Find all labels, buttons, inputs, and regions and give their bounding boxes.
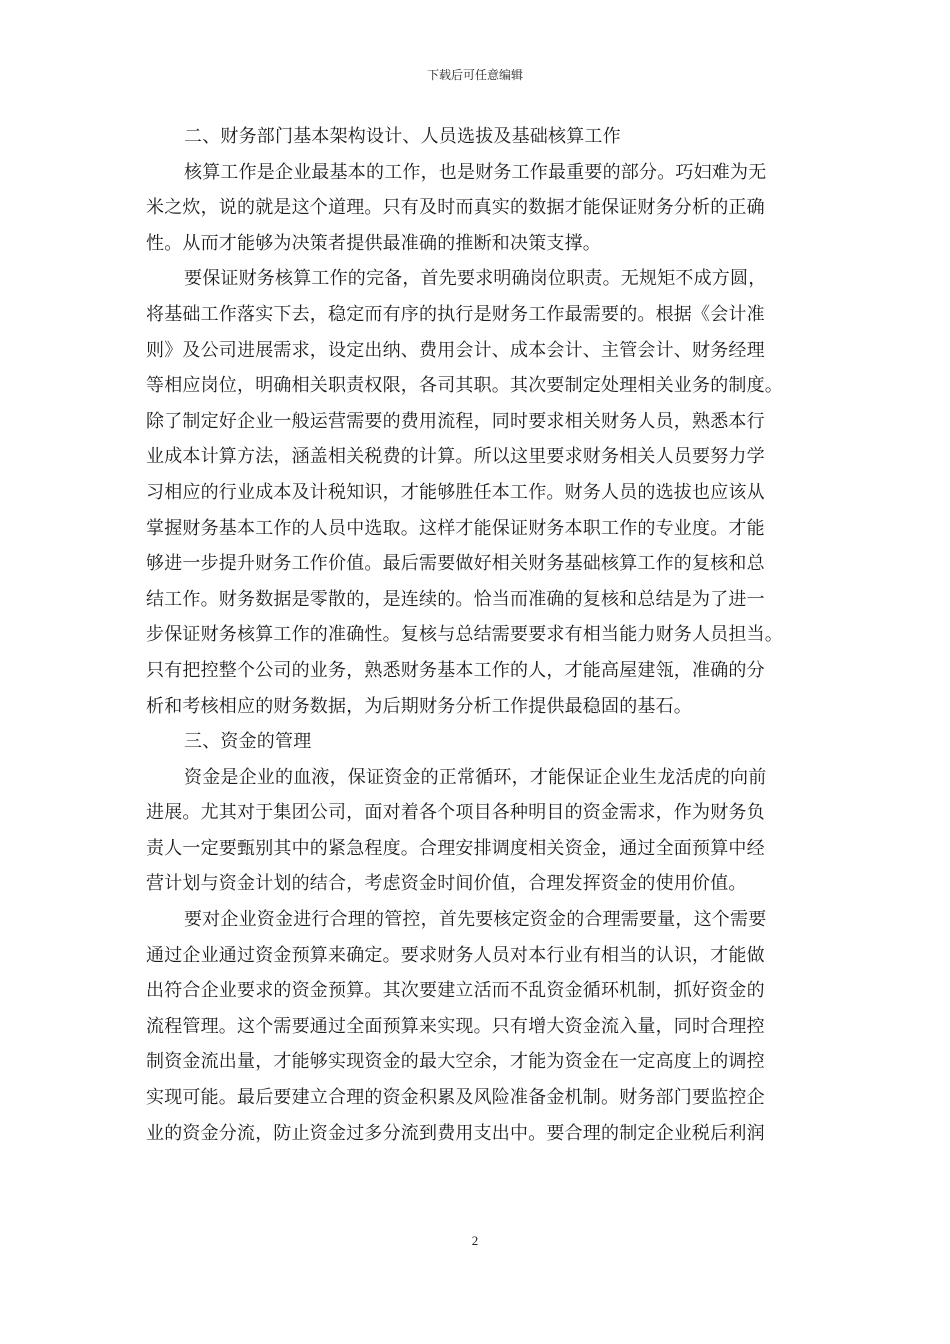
text-line: 责人一定要甄别其中的紧急程度。合理安排调度相关资金，通过全面预算中经 [146, 837, 765, 859]
text-line: 三、资金的管理 [184, 731, 312, 753]
page-number: 2 [471, 1233, 479, 1248]
text-line: 流程管理。这个需要通过全面预算来实现。只有增大资金流入量，同时合理控 [146, 1015, 765, 1037]
text-line: 进展。尤其对于集团公司，面对着各个项目各种明目的资金需求，作为财务负 [146, 802, 765, 824]
text-line: 则》及公司进展需求，设定出纳、费用会计、成本会计、主管会计、财务经理 [146, 339, 765, 361]
document-body [146, 119, 806, 1151]
text-line: 习相应的行业成本及计税知识，才能够胜任本工作。财务人员的选拔也应该从 [146, 481, 765, 503]
text-line: 营计划与资金计划的结合，考虑资金时间价值，合理发挥资金的使用价值。 [146, 873, 747, 895]
text-line: 实现可能。最后要建立合理的资金积累及风险准备金机制。财务部门要监控企 [146, 1087, 765, 1109]
text-line: 除了制定好企业一般运营需要的费用流程，同时要求相关财务人员，熟悉本行 [146, 410, 765, 432]
text-line: 等相应岗位，明确相关职责权限，各司其职。其次要制定处理相关业务的制度。 [146, 375, 783, 397]
text-line: 二、财务部门基本架构设计、人员选拔及基础核算工作 [184, 126, 621, 147]
text-line: 制资金流出量，才能够实现资金的最大空余，才能为资金在一定高度上的调控 [146, 1051, 765, 1073]
text-line: 只有把控整个公司的业务，熟悉财务基本工作的人，才能高屋建瓴，准确的分 [146, 659, 765, 681]
text-line: 通过企业通过资金预算来确定。要求财务人员对本行业有相当的认识，才能做 [146, 944, 765, 966]
text-line: 步保证财务核算工作的准确性。复核与总结需要要求有相当能力财务人员担当。 [146, 624, 783, 646]
text-line: 要对企业资金进行合理的管控，首先要核定资金的合理需要量，这个需要 [184, 909, 767, 931]
text-line: 够进一步提升财务工作价值。最后需要做好相关财务基础核算工作的复核和总 [146, 553, 765, 575]
text-line: 业成本计算方法，涵盖相关税费的计算。所以这里要求财务相关人员要努力学 [146, 446, 765, 468]
text-line: 资金是企业的血液，保证资金的正常循环，才能保证企业生龙活虎的向前 [184, 766, 767, 788]
text-line: 出符合企业要求的资金预算。其次要建立活而不乱资金循环机制，抓好资金的 [146, 980, 765, 1002]
page-header: 下载后可任意编辑 [426, 68, 523, 82]
text-line: 掌握财务基本工作的人员中选取。这样才能保证财务本职工作的专业度。才能 [146, 517, 765, 539]
text-line: 米之炊，说的就是这个道理。只有及时而真实的数据才能保证财务分析的正确 [146, 197, 765, 219]
text-line: 结工作。财务数据是零散的，是连续的。恰当而准确的复核和总结是为了进一 [146, 588, 765, 610]
text-line: 性。从而才能够为决策者提供最准确的推断和决策支撑。 [146, 232, 601, 254]
text-line: 析和考核相应的财务数据，为后期财务分析工作提供最稳固的基石。 [146, 695, 692, 717]
text-line: 将基础工作落实下去，稳定而有序的执行是财务工作最需要的。根据《会计准 [146, 303, 765, 325]
text-line: 核算工作是企业最基本的工作，也是财务工作最重要的部分。巧妇难为无 [184, 161, 767, 183]
text-line: 业的资金分流，防止资金过多分流到费用支出中。要合理的制定企业税后利润 [146, 1122, 765, 1144]
text-line: 要保证财务核算工作的完备，首先要求明确岗位职责。无规矩不成方圆， [184, 268, 767, 290]
